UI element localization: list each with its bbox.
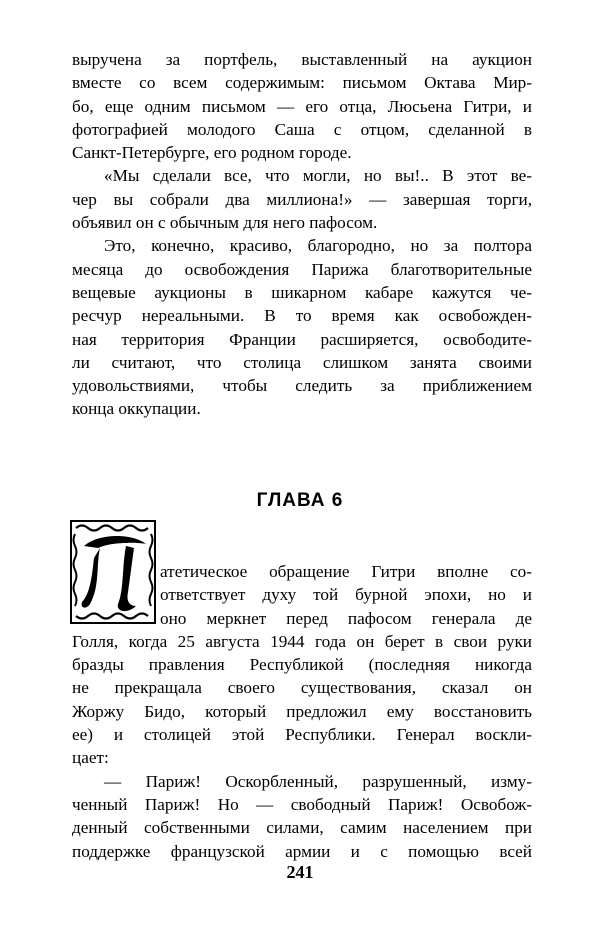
- text-line: объявил он с обычным для него пафосом.: [72, 213, 378, 233]
- text-line: денный собственными силами, самим населением при: [72, 818, 532, 838]
- text-line: выручена за портфель, выставленный на аукцион: [72, 50, 532, 69]
- text-line: Это, конечно, красиво, благородно, но за полтора: [104, 236, 532, 256]
- text-line: ее) и столицей этой Республики. Генерал воскли-: [72, 725, 532, 745]
- text-line: месяца до освобождения Парижа благотворительные: [72, 259, 532, 279]
- text-line: чер вы собрали два миллиона!» — завершая торги,: [72, 189, 532, 209]
- text-line: Голля, когда 25 августа 1944 года он берет в свои руки: [72, 631, 532, 651]
- text-line: ресчур нереальными. В то время как освобожден-: [72, 306, 532, 326]
- text-line: «Мы сделали все, что могли, но вы!.. В этот ве-: [104, 166, 532, 186]
- text-line: цает:: [72, 748, 109, 768]
- top-text-block: [72, 48, 532, 421]
- text-line: — Париж! Оскорбленный, разрушенный, изму-: [104, 771, 532, 791]
- text-line: оно меркнет перед пафосом генерала де: [160, 608, 532, 628]
- text-line: не прекращала своего существования, сказал он: [72, 678, 532, 698]
- text-line: фотографией молодого Саша с отцом, сделанной в: [72, 119, 532, 139]
- text-line: Санкт-Петербурге, его родном городе.: [72, 143, 352, 163]
- page-number: 241: [286, 862, 314, 882]
- text-line: ли считают, что столица слишком занята своими: [72, 352, 532, 372]
- text-line: ченный Париж! Но — свободный Париж! Освобож-: [72, 794, 532, 814]
- text-line: вместе со всем содержимым: письмом Октава Мир-: [72, 73, 532, 93]
- text-line: атетическое обращение Гитри вполне со-: [160, 562, 532, 581]
- chapter-text-block: [72, 560, 532, 863]
- text-line: бразды правления Республикой (последняя никогда: [72, 655, 532, 675]
- text-line: ответствует духу той бурной эпохи, но и: [160, 585, 532, 605]
- dropcap-letter: П: [113, 586, 114, 587]
- text-line: удовольствиями, чтобы следить за приближением: [72, 376, 532, 396]
- text-line: бо, еще одним письмом — его отца, Люсьена Гитри, и: [72, 96, 532, 116]
- text-line: конца оккупации.: [72, 399, 201, 419]
- text-line: поддержке французской армии и с помощью всей: [72, 841, 532, 861]
- text-line: вещевые аукционы в шикарном кабаре кажутся че-: [72, 282, 532, 302]
- text-line: ная территория Франции расширяется, освободите-: [72, 329, 532, 349]
- chapter-title: ГЛАВА 6: [256, 490, 344, 511]
- text-line: Жоржу Бидо, который предложил ему восстановить: [72, 701, 532, 721]
